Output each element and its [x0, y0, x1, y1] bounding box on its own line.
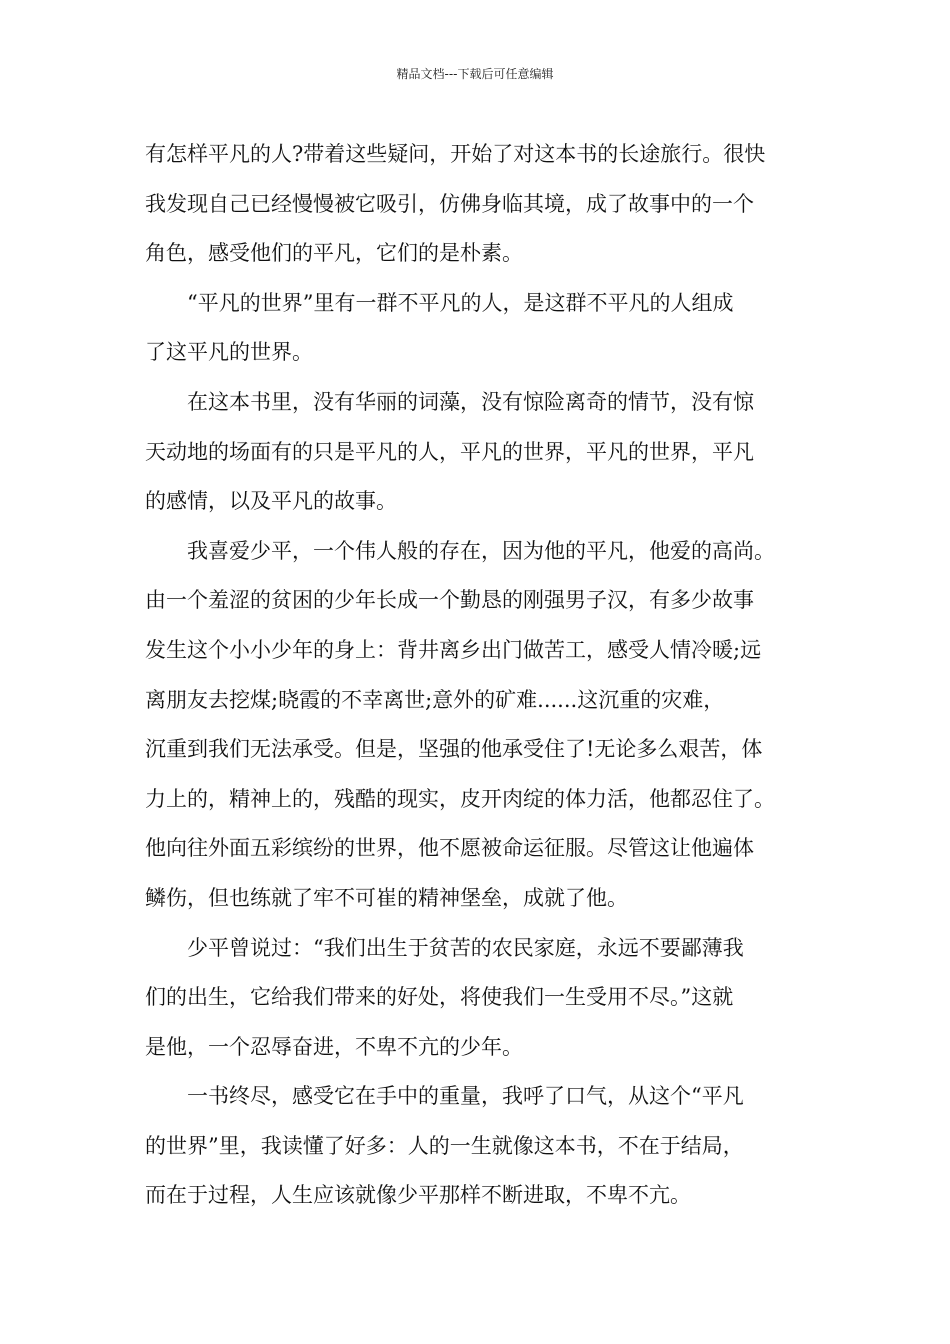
- text-line: 沉重到我们无法承受。但是，坚强的他承受住了!无论多么艰苦，体: [145, 737, 763, 762]
- text-line: 我喜爱少平，一个伟人般的存在，因为他的平凡，他爱的高尚。: [187, 538, 775, 563]
- text-line: 了这平凡的世界。: [145, 340, 313, 365]
- text-line: 角色，感受他们的平凡，它们的是朴素。: [145, 241, 523, 266]
- body-text: [145, 130, 807, 1221]
- text-line: 我发现自己已经慢慢被它吸引，仿佛身临其境，成了故事中的一个: [145, 191, 754, 216]
- text-line: 天动地的场面有的只是平凡的人，平凡的世界，平凡的世界，平凡: [145, 439, 754, 464]
- text-line: 鳞伤，但也练就了牢不可崔的精神堡垒，成就了他。: [145, 885, 628, 910]
- text-line: 们的出生，它给我们带来的好处，将使我们一生受用不尽。”这就: [145, 985, 734, 1010]
- text-line: 的感情，以及平凡的故事。: [145, 489, 397, 514]
- text-line: 在这本书里，没有华丽的词藻，没有惊险离奇的情节，没有惊: [187, 389, 754, 414]
- text-line: 他向往外面五彩缤纷的世界，他不愿被命运征服。尽管这让他遍体: [145, 836, 754, 861]
- text-line: 离朋友去挖煤;晓霞的不幸离世;意外的矿难......这沉重的灾难，: [145, 687, 725, 712]
- text-line: 力上的，精神上的，残酷的现实，皮开肉绽的体力活，他都忍住了。: [145, 786, 775, 811]
- text-line: 发生这个小小少年的身上：背井离乡出门做苦工，感受人情冷暖;远: [145, 637, 762, 662]
- text-line: “平凡的世界”里有一群不平凡的人，是这群不平凡的人组成: [187, 290, 734, 315]
- text-line: 少平曾说过：“我们出生于贫苦的农民家庭，永远不要鄙薄我: [187, 935, 744, 960]
- text-line: 由一个羞涩的贫困的少年长成一个勤恳的刚强男子汉，有多少故事: [145, 588, 754, 613]
- text-line: 而在于过程，人生应该就像少平那样不断进取，不卑不亢。: [145, 1183, 691, 1208]
- page-header: 精品文档---下载后可任意编辑: [396, 67, 554, 81]
- text-line: 有怎样平凡的人?带着这些疑问，开始了对这本书的长途旅行。很快: [145, 142, 766, 166]
- text-line: 一书终尽，感受它在手中的重量，我呼了口气，从这个“平凡: [187, 1084, 744, 1109]
- text-line: 的世界”里，我读懂了好多：人的一生就像这本书，不在于结局，: [145, 1133, 744, 1158]
- text-line: 是他，一个忍辱奋进，不卑不亢的少年。: [145, 1034, 523, 1059]
